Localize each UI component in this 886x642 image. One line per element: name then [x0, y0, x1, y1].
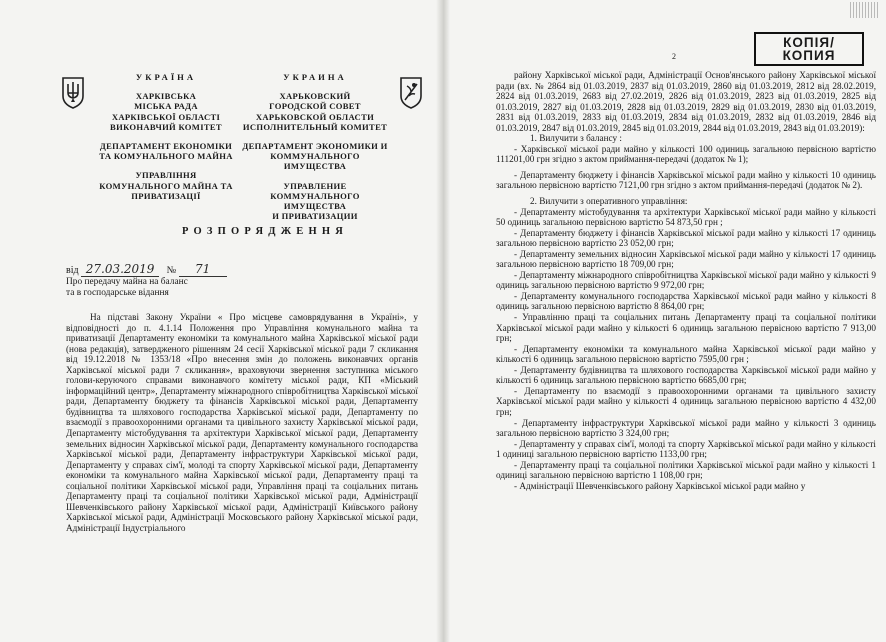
list-item: - Управлінню праці та соціальних питань Департаменту праці та соціальної політики Харківської міської ради майно у кількості 6 одиниць загальною первісною вартістю 7 913,00 грн;: [496, 312, 876, 344]
header-ua: [98, 72, 234, 210]
document-body: На підставі Закону України « Про місцеве самоврядування в Україні», у відповідності до п. 4.1.14 Положення про Управління комунального майна та приватизації Департаменту економіки та комунального майна Харківської міської ради (нова редакція), затвердженого рішенням 24 сесії Харківської міської ради 7 скликання від 19.12.2018 № 1353/18 «Про внесення змін до положень виконавчих органів Харківської міської ради 7 скликання», враховуючи звернення заступника міського голови-керуючого справами виконавчого комітету міської ради, КП «Міський інформаційний центр», Департаменту міжнародного співробітництва Харківської міської ради, Департаменту бюджету та фінансів Харківської міської ради, Департаменту будівництва та шляхового господарства Харківської міської ради, Департаменту по взаємодії з правоохоронними органами та цивільного захисту Харківської міської ради, Департаменту містобудування та архітектури Харківської міської ради, Департаменту земельних відносин Харківської міської ради, Департаменту комунального господарства Харківської міської ради, Департаменту інфраструктури Харківської міської ради, Департаменту у справах сім'ї, молоді та спорту Харківської міської ради, Департаменту економіки та комунального майна Харківської міської ради, Департаменту праці та соціальної політики Харківської міської ради, Управління праці та соціальних питань Департаменту праці та соціальної політики Харківської міської ради, Адміністрації Шевченківського району Харківської міської ради, Адміністрації Київського району Харківської міської ради, Адміністрації Московського району Харківської міської ради, Адміністрації Індустріального: [66, 312, 418, 533]
header-ua-council: ХАРКІВСЬКА МІСЬКА РАДА ХАРКІВСЬКОЇ ОБЛАСТІ ВИКОНАВЧИЙ КОМІТЕТ: [110, 91, 222, 132]
page-number: 2: [672, 52, 676, 61]
header-ru-unit: УПРАВЛЕНИЕ КОММУНАЛЬНОГО ИМУЩЕСТВА И ПРИВАТИЗАЦИИ: [270, 180, 360, 222]
scan-artifact: [850, 2, 878, 18]
list-item: - Департаменту містобудування та архітектури Харківської міської ради майно у кількості 50 одиниць загальною первісною вартістю 54 873,50 грн ;: [496, 206, 876, 228]
list-item: - Департаменту по взаємодії з правоохоронними органами та цивільного захисту Харківської міської ради майно у кількості 4 одиниць загальною первісною вартістю 4 432,00 грн;: [496, 385, 876, 417]
handwritten-date: 27.03.2019: [81, 262, 159, 277]
header-ua-unit: УПРАВЛІННЯ КОМУНАЛЬНОГО МАЙНА ТА ПРИВАТИЗАЦІЇ: [99, 170, 233, 201]
list-item: - Департаменту економіки та комунального майна Харківської міської ради майно у кількості 6 одиниць загальною первісною вартістю 7595,00 грн ;: [496, 343, 876, 365]
list-item: - Адміністрації Шевченківського району Харківської міської ради майно у: [514, 480, 806, 491]
header-ua-country: УКРАЇНА: [135, 72, 197, 82]
right-page: [446, 0, 886, 642]
list-item: - Департаменту будівництва та шляхового господарства Харківської міської ради майно у кількості 6 одиниць загальною первісною вартістю 6685,00 грн;: [496, 364, 876, 386]
document-subject: Про передачу майна на баланс та в господарське відання: [66, 277, 188, 298]
list-item: - Департаменту земельних відносин Харківської міської ради майно у кількості 17 одиниць загальною первісною вартістю 18 709,00 грн;: [496, 248, 876, 270]
header-ru-country: УКРАИНА: [283, 72, 347, 82]
header-ru-council: ХАРЬКОВСКИЙ ГОРОДСКОЙ СОВЕТ ХАРЬКОВСКОЙ ОБЛАСТИ ИСПОЛНИТЕЛЬНЫЙ КОМИТЕТ: [242, 91, 388, 132]
left-page: [0, 0, 440, 642]
header-ua-department: ДЕПАРТАМЕНТ ЕКОНОМІКИ ТА КОМУНАЛЬНОГО МАЙНА: [99, 141, 233, 162]
order-date-number: від 27.03.2019 № 71: [66, 262, 227, 277]
list-item: - Департаменту комунального господарства Харківської міської ради майно у кількості 8 одиниць загальною первісною вартістю 8 864,00 грн;: [496, 290, 876, 312]
right-page-text: [496, 70, 876, 491]
document-title: РОЗПОРЯДЖЕННЯ: [182, 226, 348, 237]
list-item: - Департаменту інфраструктури Харківської міської ради майно у кількості 3 одиниць загальною первісною вартістю 3 324,00 грн;: [496, 417, 876, 439]
list-item: - Департаменту у справах сім'ї, молоді та спорту Харківської міської ради майно у кількості 1 одиниці загальною первісною вартістю 1133,00 грн;: [496, 438, 876, 460]
header-ru-department: ДЕПАРТАМЕНТ ЭКОНОМИКИ И КОММУНАЛЬНОГО ИМУЩЕСТВА: [242, 141, 388, 172]
ukraine-trident-icon: [60, 76, 86, 110]
intro-paragraph: району Харківської міської ради, Адміністрації Основ'янського району Харківської міської ради (вх. № 2864 від 01.03.2019, 2837 від 01.03.2019, 2860 від 01.03.2019, 2812 від 28.02.2019, 2824 від 01.03.2019, 2683 від 27.02.2019, 2826 від 01.03.2019, 2823 від 01.03.2019, 2825 від 01.03.2019, 2827 від 01.03.2019, 2828 від 01.03.2019, 2829 від 01.03.2019, 2830 від 01.03.2019, 2831 від 01.03.2019, 2833 від 01.03.2019, 2834 від 01.03.2019, 2832 від 01.03.2019, 2846 від 01.03.2019, 2847 від 01.03.2019, 2845 від 01.03.2019, 2844 від 01.03.2019, 2843 від 01.03.2019):: [496, 70, 876, 133]
list-item: - Департаменту бюджету і фінансів Харківської міської ради майно у кількості 17 одиниць загальною первісною вартістю 23 052,00 грн;: [496, 227, 876, 249]
list-item: - Харківської міської ради майно у кількості 100 одиниць загальною первісною вартістю 111201,00 грн згідно з актом приймання-передачі (додаток № 1);: [496, 143, 876, 165]
list-item: - Департаменту бюджету і фінансів Харківської міської ради майно у кількості 10 одиниць загальною первісною вартістю 7121,00 грн згідно з актом приймання-передачі (додаток № 2).: [496, 169, 876, 191]
handwritten-number: 71: [179, 262, 227, 277]
copy-stamp: КОПІЯ/ КОПИЯ: [754, 32, 864, 66]
section-1-heading: 1. Вилучити з балансу :: [530, 133, 622, 144]
kharkiv-coat-of-arms-icon: [398, 76, 424, 110]
list-item: - Департаменту праці та соціальної політики Харківської міської ради майно у кількості 1 одиниці загальною первісною вартістю 1 108,00 грн;: [496, 459, 876, 481]
list-item: - Департаменту міжнародного співробітництва Харківської міської ради майно у кількості 9 одиниць загальною первісною вартістю 9 972,00 грн;: [496, 269, 876, 291]
header-ru: [240, 72, 390, 230]
section-2-heading: 2. Вилучити з оперативного управління:: [530, 196, 688, 207]
